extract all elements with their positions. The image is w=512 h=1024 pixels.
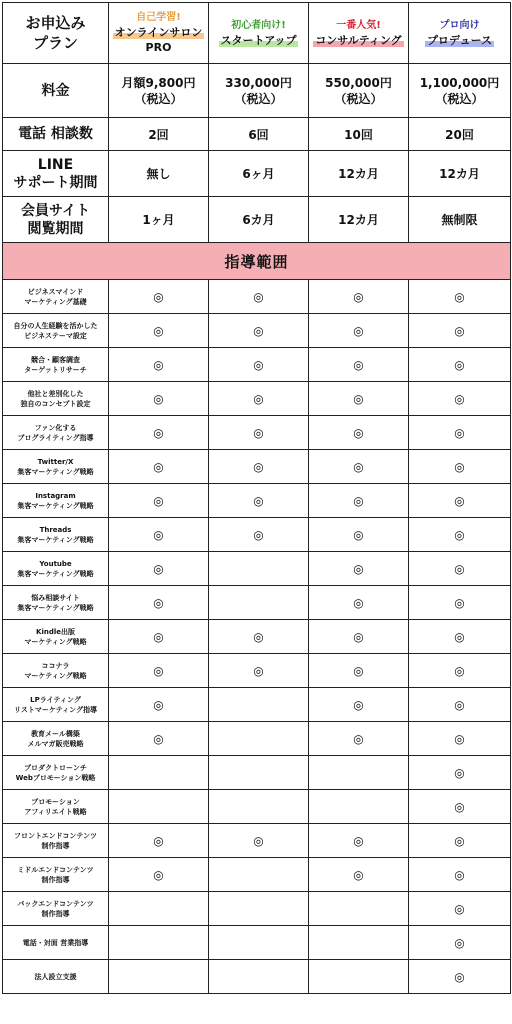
- guidance-row: [3, 348, 511, 382]
- included-mark-icon: ◎: [109, 450, 209, 484]
- guidance-label-line: Kindle出版: [36, 627, 75, 636]
- included-mark-icon: ◎: [409, 518, 511, 552]
- included-mark-icon: ◎: [209, 382, 309, 416]
- empty-cell: [309, 960, 409, 994]
- plan-value-cell: [109, 118, 209, 151]
- guidance-label-line: 電話・対面 営業指導: [22, 938, 89, 947]
- plan-value-cell: [409, 151, 511, 197]
- guidance-label: [3, 416, 109, 450]
- guidance-label: [3, 450, 109, 484]
- guidance-label-line: 集客マーケティング戦略: [17, 501, 94, 510]
- included-mark-icon: ◎: [309, 484, 409, 518]
- included-mark-icon: ◎: [309, 552, 409, 586]
- guidance-row: [3, 416, 511, 450]
- guidance-label-line: リストマーケティング指導: [13, 705, 98, 714]
- guidance-label-line: Instagram: [35, 491, 76, 500]
- guidance-label-line: フロントエンドコンテンツ: [13, 831, 98, 840]
- header-row: [3, 3, 511, 64]
- empty-cell: [209, 960, 309, 994]
- plan-value: 6回: [248, 127, 269, 142]
- included-mark-icon: ◎: [109, 552, 209, 586]
- included-mark-icon: ◎: [209, 416, 309, 450]
- plan-value: 20回: [445, 127, 474, 142]
- guidance-label: [3, 654, 109, 688]
- plan-name: [409, 33, 510, 48]
- guidance-row: [3, 620, 511, 654]
- guidance-label-line: Youtube: [39, 559, 72, 568]
- empty-cell: [309, 756, 409, 790]
- empty-cell: [209, 552, 309, 586]
- guidance-label-line: ファン化する: [34, 423, 77, 432]
- guidance-label: [3, 518, 109, 552]
- guidance-row: [3, 858, 511, 892]
- included-mark-icon: ◎: [209, 518, 309, 552]
- included-mark-icon: ◎: [109, 586, 209, 620]
- included-mark-icon: ◎: [309, 280, 409, 314]
- guidance-row: [3, 824, 511, 858]
- plan-value: 月額9,800円: [121, 75, 196, 90]
- plan-value-cell: [109, 64, 209, 118]
- guidance-row: [3, 280, 511, 314]
- included-mark-icon: ◎: [409, 280, 511, 314]
- included-mark-icon: ◎: [109, 858, 209, 892]
- empty-cell: [109, 926, 209, 960]
- included-mark-icon: ◎: [109, 314, 209, 348]
- row-label-line: 会員サイト: [20, 202, 91, 219]
- empty-cell: [309, 892, 409, 926]
- guidance-label-line: バックエンドコンテンツ: [17, 899, 94, 908]
- included-mark-icon: ◎: [409, 382, 511, 416]
- plan-value-cell: [109, 151, 209, 197]
- included-mark-icon: ◎: [409, 552, 511, 586]
- plan-value-cell: [209, 197, 309, 243]
- plan-value: 12カ月: [338, 167, 379, 181]
- guidance-label-line: ココナラ: [41, 661, 70, 670]
- plan-value: 1,100,000円: [419, 75, 500, 90]
- included-mark-icon: ◎: [409, 314, 511, 348]
- guidance-label-line: 集客マーケティング戦略: [17, 467, 94, 476]
- guidance-row: [3, 484, 511, 518]
- plan-value-cell: [409, 118, 511, 151]
- plan-value: （税込）: [334, 91, 383, 106]
- included-mark-icon: ◎: [409, 790, 511, 824]
- guidance-label: [3, 620, 109, 654]
- corner-line-1: お申込み: [25, 14, 86, 32]
- included-mark-icon: ◎: [309, 416, 409, 450]
- included-mark-icon: ◎: [309, 348, 409, 382]
- included-mark-icon: ◎: [109, 654, 209, 688]
- guidance-label: [3, 722, 109, 756]
- guidance-row: [3, 892, 511, 926]
- guidance-label-line: アフィリエイト戦略: [24, 807, 87, 816]
- plan-value: （税込）: [134, 91, 183, 106]
- plan-header-produce: [409, 3, 511, 64]
- included-mark-icon: ◎: [409, 892, 511, 926]
- included-mark-icon: ◎: [209, 824, 309, 858]
- guidance-label-line: Webプロモーション戦略: [15, 773, 96, 782]
- guidance-label: [3, 892, 109, 926]
- plan-value-cell: [209, 151, 309, 197]
- included-mark-icon: ◎: [409, 654, 511, 688]
- included-mark-icon: ◎: [409, 756, 511, 790]
- included-mark-icon: ◎: [409, 484, 511, 518]
- plan-value: 1ヶ月: [142, 213, 175, 227]
- included-mark-icon: ◎: [409, 586, 511, 620]
- plan-value-cell: [309, 197, 409, 243]
- included-mark-icon: ◎: [109, 824, 209, 858]
- section-header-row: [3, 243, 511, 280]
- info-row: [3, 151, 511, 197]
- guidance-label-line: Twitter/X: [37, 457, 74, 466]
- included-mark-icon: ◎: [409, 824, 511, 858]
- info-row: [3, 197, 511, 243]
- guidance-row: [3, 518, 511, 552]
- included-mark-icon: ◎: [409, 688, 511, 722]
- plan-header-startup: [209, 3, 309, 64]
- guidance-label-line: 他社と差別化した: [27, 389, 84, 398]
- info-row: [3, 118, 511, 151]
- plan-value-cell: [209, 64, 309, 118]
- included-mark-icon: ◎: [309, 688, 409, 722]
- guidance-label: [3, 552, 109, 586]
- row-label-line: LINE: [37, 156, 74, 173]
- guidance-row: [3, 552, 511, 586]
- guidance-label-line: ブログライティング指導: [17, 433, 94, 442]
- guidance-row: [3, 450, 511, 484]
- row-label-line: 料金: [41, 82, 70, 99]
- plan-tag: 一番人気!: [336, 19, 381, 31]
- guidance-label: [3, 314, 109, 348]
- included-mark-icon: ◎: [209, 620, 309, 654]
- guidance-label-line: 教育メール構築: [31, 729, 80, 738]
- info-row: [3, 64, 511, 118]
- guidance-row: [3, 314, 511, 348]
- guidance-label-line: 自分の人生経験を活かした: [13, 321, 98, 330]
- guidance-label: [3, 756, 109, 790]
- guidance-row: [3, 790, 511, 824]
- plan-tag: 初心者向け!: [231, 19, 286, 31]
- row-label: [3, 151, 109, 197]
- guidance-label: [3, 484, 109, 518]
- included-mark-icon: ◎: [109, 484, 209, 518]
- row-label: [3, 197, 109, 243]
- included-mark-icon: ◎: [409, 722, 511, 756]
- included-mark-icon: ◎: [109, 348, 209, 382]
- included-mark-icon: ◎: [309, 518, 409, 552]
- guidance-label-line: 競合・顧客調査: [31, 355, 80, 364]
- row-label: [3, 64, 109, 118]
- empty-cell: [209, 858, 309, 892]
- guidance-label: [3, 790, 109, 824]
- guidance-row: [3, 960, 511, 994]
- included-mark-icon: ◎: [109, 518, 209, 552]
- included-mark-icon: ◎: [209, 314, 309, 348]
- plan-header-consulting: [309, 3, 409, 64]
- plan-value: （税込）: [234, 91, 283, 106]
- guidance-label-line: マーケティング基礎: [24, 297, 87, 306]
- guidance-label: [3, 858, 109, 892]
- included-mark-icon: ◎: [109, 416, 209, 450]
- plan-value: 12カ月: [439, 167, 480, 181]
- guidance-label-line: 独自のコンセプト設定: [20, 399, 91, 408]
- plan-value: 無制限: [441, 213, 478, 227]
- guidance-label-line: 制作指導: [41, 841, 70, 850]
- included-mark-icon: ◎: [409, 926, 511, 960]
- guidance-label: [3, 824, 109, 858]
- plan-value: 12カ月: [338, 213, 379, 227]
- empty-cell: [209, 688, 309, 722]
- included-mark-icon: ◎: [109, 688, 209, 722]
- guidance-label-line: 悩み相談サイト: [31, 593, 80, 602]
- corner-cell: [3, 3, 109, 64]
- guidance-label-line: マーケティング戦略: [24, 671, 87, 680]
- guidance-label-line: 集客マーケティング戦略: [17, 603, 94, 612]
- included-mark-icon: ◎: [409, 416, 511, 450]
- plan-name-line-1: オンラインサロン: [114, 26, 203, 39]
- plan-value-cell: [309, 151, 409, 197]
- guidance-label: [3, 586, 109, 620]
- plan-tag: プロ向け: [439, 19, 480, 31]
- guidance-label-line: メルマガ販売戦略: [27, 739, 84, 748]
- plan-value-cell: [109, 197, 209, 243]
- plan-value: 無し: [146, 167, 171, 181]
- guidance-label: [3, 382, 109, 416]
- included-mark-icon: ◎: [209, 450, 309, 484]
- plan-value-cell: [409, 197, 511, 243]
- guidance-label-line: マーケティング戦略: [24, 637, 87, 646]
- included-mark-icon: ◎: [309, 824, 409, 858]
- guidance-row: [3, 722, 511, 756]
- included-mark-icon: ◎: [409, 620, 511, 654]
- plan-value: 330,000円: [225, 75, 292, 90]
- plan-name: [109, 25, 208, 55]
- included-mark-icon: ◎: [209, 654, 309, 688]
- included-mark-icon: ◎: [309, 654, 409, 688]
- included-mark-icon: ◎: [109, 620, 209, 654]
- plan-value: 6カ月: [242, 213, 275, 227]
- included-mark-icon: ◎: [309, 586, 409, 620]
- plan-value: （税込）: [435, 91, 484, 106]
- guidance-label-line: ターゲットリサーチ: [24, 365, 87, 374]
- plan-value-cell: [209, 118, 309, 151]
- empty-cell: [109, 892, 209, 926]
- empty-cell: [209, 892, 309, 926]
- plan-name-line-1: スタートアップ: [220, 33, 297, 47]
- guidance-row: [3, 382, 511, 416]
- row-label-line: 閲覧期間: [27, 220, 84, 237]
- empty-cell: [209, 756, 309, 790]
- guidance-label-line: ビジネスマインド: [27, 287, 84, 296]
- included-mark-icon: ◎: [309, 450, 409, 484]
- plan-name-line-1: コンサルティング: [315, 33, 402, 47]
- guidance-label: [3, 280, 109, 314]
- guidance-label-line: プロモーション: [31, 797, 80, 806]
- plan-value: 2回: [148, 127, 169, 142]
- plan-value: 550,000円: [325, 75, 392, 90]
- corner-line-2: プラン: [32, 34, 78, 52]
- guidance-label-line: 法人設立支援: [34, 972, 77, 981]
- row-label-line: 電話 相談数: [18, 126, 93, 142]
- empty-cell: [109, 756, 209, 790]
- included-mark-icon: ◎: [309, 858, 409, 892]
- guidance-row: [3, 756, 511, 790]
- empty-cell: [309, 790, 409, 824]
- included-mark-icon: ◎: [109, 280, 209, 314]
- included-mark-icon: ◎: [409, 450, 511, 484]
- plan-name: [209, 33, 308, 48]
- plan-name-line-2: PRO: [145, 41, 172, 54]
- plan-header-online-salon: [109, 3, 209, 64]
- guidance-label: [3, 926, 109, 960]
- row-label: [3, 118, 109, 151]
- plan-tag: 自己学習!: [136, 12, 181, 23]
- empty-cell: [209, 790, 309, 824]
- included-mark-icon: ◎: [209, 280, 309, 314]
- included-mark-icon: ◎: [209, 348, 309, 382]
- plan-comparison-table: [2, 2, 511, 994]
- guidance-label-line: 制作指導: [41, 909, 70, 918]
- guidance-row: [3, 586, 511, 620]
- included-mark-icon: ◎: [409, 960, 511, 994]
- guidance-label-line: 集客マーケティング戦略: [17, 569, 94, 578]
- guidance-label-line: 集客マーケティング戦略: [17, 535, 94, 544]
- included-mark-icon: ◎: [209, 484, 309, 518]
- empty-cell: [109, 960, 209, 994]
- included-mark-icon: ◎: [309, 722, 409, 756]
- empty-cell: [209, 586, 309, 620]
- included-mark-icon: ◎: [409, 858, 511, 892]
- guidance-label-line: 制作指導: [41, 875, 70, 884]
- guidance-label: [3, 688, 109, 722]
- guidance-label-line: Threads: [39, 525, 72, 534]
- plan-value: 6ヶ月: [242, 167, 275, 181]
- guidance-label-line: ビジネステーマ設定: [24, 331, 87, 340]
- plan-value-cell: [309, 64, 409, 118]
- empty-cell: [209, 722, 309, 756]
- empty-cell: [109, 790, 209, 824]
- plan-name-line-1: プロデュース: [426, 33, 493, 47]
- plan-name: [309, 33, 408, 48]
- guidance-label-line: ミドルエンドコンテンツ: [17, 865, 94, 874]
- included-mark-icon: ◎: [309, 382, 409, 416]
- included-mark-icon: ◎: [309, 314, 409, 348]
- plan-value: 10回: [344, 127, 373, 142]
- included-mark-icon: ◎: [109, 722, 209, 756]
- row-label-line: サポート期間: [13, 174, 98, 191]
- guidance-label: [3, 960, 109, 994]
- included-mark-icon: ◎: [109, 382, 209, 416]
- plan-value-cell: [409, 64, 511, 118]
- empty-cell: [309, 926, 409, 960]
- guidance-row: [3, 688, 511, 722]
- guidance-row: [3, 654, 511, 688]
- section-title: 指導範囲: [3, 243, 511, 280]
- guidance-label-line: LPライティング: [30, 695, 81, 704]
- included-mark-icon: ◎: [409, 348, 511, 382]
- guidance-row: [3, 926, 511, 960]
- empty-cell: [209, 926, 309, 960]
- plan-value-cell: [309, 118, 409, 151]
- guidance-label-line: プロダクトローンチ: [24, 763, 87, 772]
- included-mark-icon: ◎: [309, 620, 409, 654]
- guidance-label: [3, 348, 109, 382]
